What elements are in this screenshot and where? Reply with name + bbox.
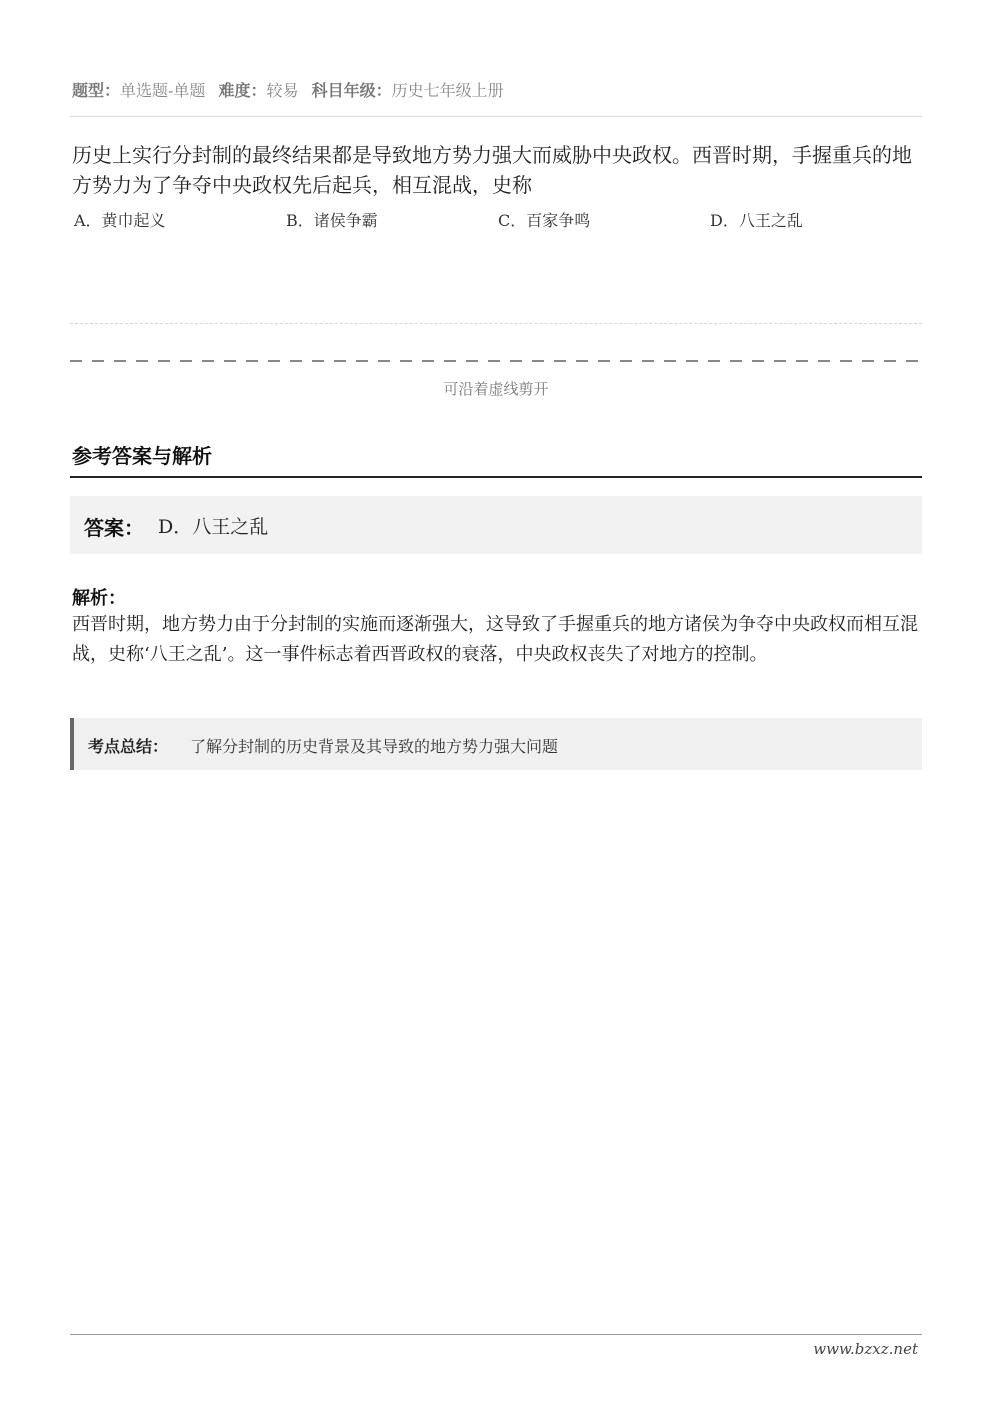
analysis-label: 解析： (72, 588, 126, 609)
option-d: D．八王之乱 (710, 211, 803, 230)
key-point-box (70, 718, 922, 770)
key-point-value: 了解分封制的历史背景及其导致的地方势力强大问题 (190, 737, 559, 756)
meta-divider (70, 116, 922, 117)
analysis-text: 西晋时期，地方势力由于分封制的实施而逐渐强大，这导致了手握重兵的地方诸侯为争夺中央政权而相互混战，史称‘八王之乱’。这一事件标志着西晋政权的衰落，中央政权丧失了对地方的控制。 (72, 614, 918, 665)
key-point-label: 考点总结： (88, 737, 169, 756)
difficulty-label: 难度： (218, 81, 267, 100)
option-b: B．诸侯争霸 (286, 211, 378, 230)
difficulty-value: 较易 (266, 81, 299, 100)
footer-site: www.bzxz.net (813, 1340, 918, 1358)
answer-space-line (70, 323, 922, 324)
type-value: 单选题-单题 (120, 81, 206, 100)
cut-note: 可沿着虚线剪开 (443, 380, 549, 398)
question-stem: 历史上实行分封制的最终结果都是导致地方势力强大而威胁中央政权。西晋时期，手握重兵的地方势力为了争夺中央政权先后起兵，相互混战，史称 (72, 143, 912, 197)
option-list (74, 208, 924, 234)
answer-label: 答案： (84, 516, 144, 540)
footer-divider (70, 1334, 922, 1335)
option-a: A．黄巾起义 (74, 211, 166, 230)
subject-value: 历史七年级上册 (391, 81, 504, 100)
answer-value: D．八王之乱 (158, 516, 269, 538)
question-meta (72, 78, 922, 101)
section-divider (70, 476, 922, 478)
cut-line (70, 360, 922, 362)
option-c: C．百家争鸣 (498, 211, 591, 230)
section-title: 参考答案与解析 (72, 444, 212, 468)
type-label: 题型： (72, 81, 121, 100)
answer-box (70, 496, 922, 554)
subject-label: 科目年级： (311, 81, 392, 100)
